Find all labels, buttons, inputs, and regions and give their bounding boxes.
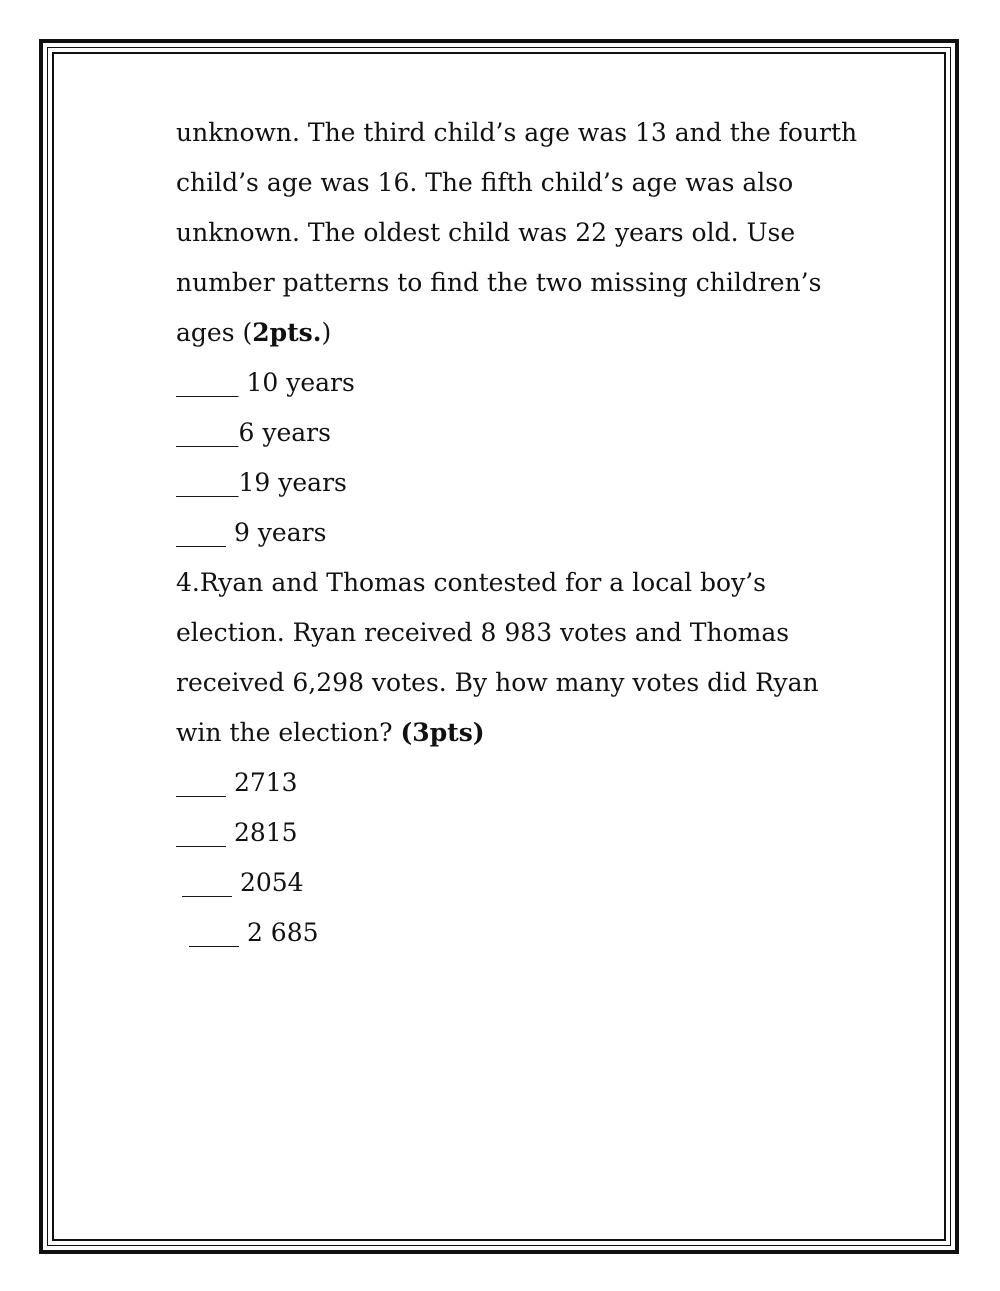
- q4-option-3[interactable]: ____ 2054: [182, 868, 304, 897]
- q3-points: 2pts.: [252, 318, 322, 347]
- q3-option-1[interactable]: _____ 10 years: [176, 368, 355, 397]
- q3-text-prefix: ages (: [176, 318, 253, 347]
- q4-option-4[interactable]: ____ 2 685: [189, 918, 319, 947]
- q3-text-line-2: child’s age was 16. The fifth child’s age was also: [176, 168, 794, 197]
- worksheet-content: [176, 108, 896, 958]
- q4-text-line-4: [176, 708, 896, 758]
- q4-text-line-3: received 6,298 votes. By how many votes did Ryan: [176, 668, 819, 697]
- q4-option-2[interactable]: ____ 2815: [176, 818, 298, 847]
- q4-text-line-1: 4.Ryan and Thomas contested for a local boy’s: [176, 568, 767, 597]
- q3-text-line-4: number patterns to find the two missing children’s: [176, 268, 822, 297]
- q3-option-2[interactable]: _____6 years: [176, 418, 331, 447]
- q3-text-line-5: [176, 308, 896, 358]
- q3-option-3[interactable]: _____19 years: [176, 468, 347, 497]
- q3-option-4[interactable]: ____ 9 years: [176, 518, 327, 547]
- q3-text-suffix: ): [321, 318, 332, 347]
- q4-text-line-2: election. Ryan received 8 983 votes and Thomas: [176, 618, 790, 647]
- q3-text-line-3: unknown. The oldest child was 22 years old. Use: [176, 218, 796, 247]
- q3-text-line-1: unknown. The third child’s age was 13 and the fourth: [176, 118, 858, 147]
- q4-text-prefix: win the election?: [176, 718, 401, 747]
- q4-points: (3pts): [400, 718, 485, 747]
- q4-option-1[interactable]: ____ 2713: [176, 768, 298, 797]
